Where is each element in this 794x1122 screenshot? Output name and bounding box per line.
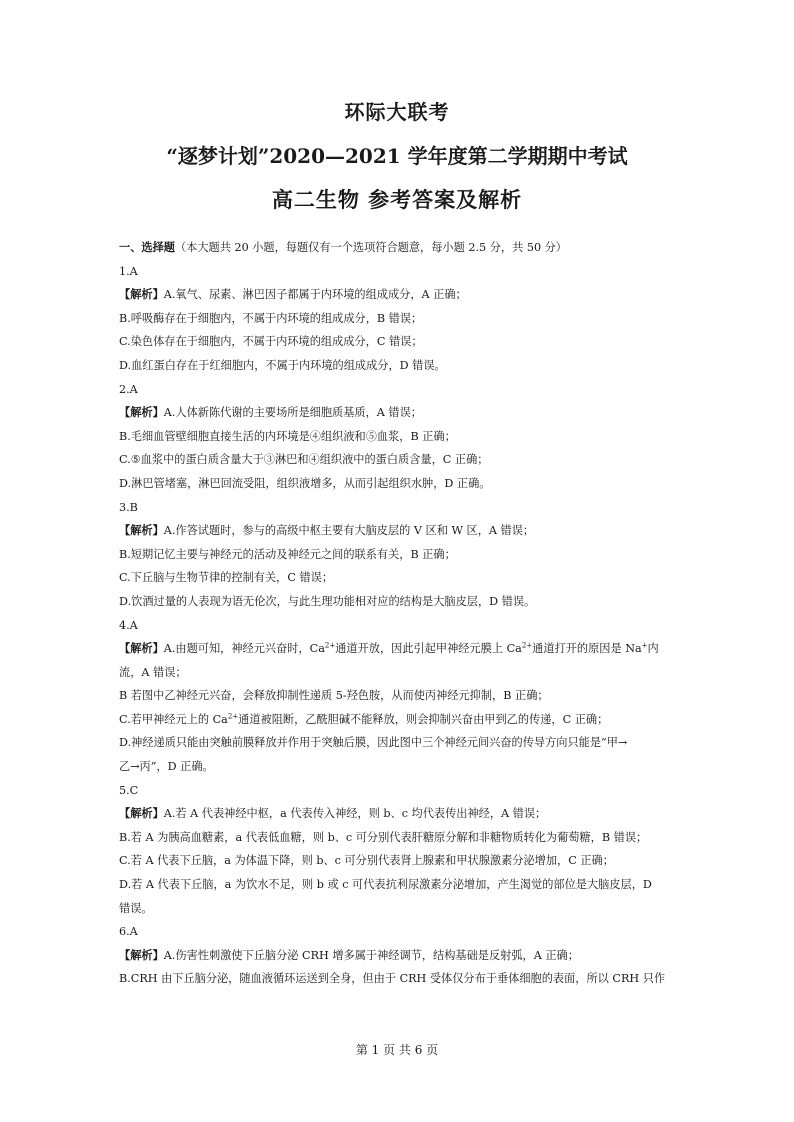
section-title: 一、选择题 [119, 240, 175, 254]
q3-option-b: B.短期记忆主要与神经元的活动及神经元之间的联系有关，B 正确； [119, 547, 456, 561]
q4-option-d-cont: 乙→丙”，D 正确。 [119, 760, 214, 774]
q1-option-d: D.血红蛋白存在于红细胞内，不属于内环境的组成成分，D 错误。 [119, 358, 446, 372]
q2-option-a: 【解析】A.人体新陈代谢的主要场所是细胞质基质，A 错误； [119, 405, 422, 420]
org-title: 环际大联考 [344, 100, 450, 124]
answer-2: 2.A [119, 382, 138, 396]
analysis-tag: 【解析】 [119, 947, 164, 962]
q4-option-a-cont: 流，A 错误； [119, 665, 187, 679]
analysis-tag: 【解析】 [119, 405, 164, 420]
subject-title: 高二生物 参考答案及解析 [271, 187, 523, 212]
q4-option-a: 【解析】A.由题可知，神经元兴奋时，$Ca^{2+}$通道开放，因此引起甲神经元膜上 $Ca^{2+}$通道打开的原因是 Na+内 [119, 641, 659, 656]
answer-1: 1.A [119, 264, 138, 278]
analysis-tag: 【解析】 [119, 523, 164, 538]
analysis-tag: 【解析】 [119, 641, 164, 656]
q3-option-d: D.饮酒过量的人表现为语无伦次，与此生理功能相对应的结构是大脑皮层，D 错误。 [119, 594, 536, 608]
analysis-tag: 【解析】 [119, 287, 164, 302]
q5-option-d: D.若 A 代表下丘脑，a 为饮水不足，则 b 或 c 可代表抗利尿激素分泌增加，产生渴觉的部位是大脑皮层，D [119, 878, 652, 892]
answer-content [119, 236, 689, 991]
q6-option-a: 【解析】A.伤害性刺激使下丘脑分泌 CRH 增多属于神经调节，结构基础是反射弧，A 正确； [119, 947, 579, 962]
q5-option-d-cont: 错误。 [119, 901, 153, 915]
page-footer: 第 1 页 共 6 页 [355, 1043, 439, 1057]
analysis-tag: 【解析】 [119, 806, 164, 821]
answer-3: 3.B [119, 500, 138, 514]
exam-title: “逐梦计划”2020—2021 学年度第二学期期中考试 [166, 144, 628, 168]
q1-option-a: 【解析】A.氧气、尿素、淋巴因子都属于内环境的组成成分，A 正确； [119, 287, 467, 302]
section-note: （本大题共 20 小题，每题仅有一个选项符合题意，每小题 2.5 分，共 50 分） [174, 241, 567, 254]
q1-option-b: B.呼吸酶存在于细胞内，不属于内环境的组成成分，B 错误； [119, 311, 423, 325]
q2-option-d: D.淋巴管堵塞，淋巴回流受阻，组织液增多，从而引起组织水肿，D 正确。 [119, 476, 491, 490]
q4-option-c: C.若甲神经元上的 $Ca^{2+}$通道被阻断，乙酰胆碱不能释放，则会抑制兴奋由甲到乙的传递，C 正确； [119, 712, 609, 726]
q3-option-a: 【解析】A.作答试题时，参与的高级中枢主要有大脑皮层的 V 区和 W 区，A 错误； [119, 523, 535, 538]
q2-option-c: C.⑤血浆中的蛋白质含量大于③淋巴和④组织液中的蛋白质含量，C 正确； [119, 453, 489, 467]
q1-option-c: C.染色体存在于细胞内，不属于内环境的组成成分，C 错误； [119, 335, 423, 349]
q5-option-b: B.若 A 为胰高血糖素，a 代表低血糖，则 b、c 可分别代表肝糖原分解和非糖物质转化为葡萄糖，B 错误； [119, 830, 648, 844]
q2-option-b: B.毛细血管壁细胞直接生活的内环境是④组织液和⑤血浆，B 正确； [119, 429, 456, 443]
answer-5: 5.C [119, 783, 139, 797]
section-heading [119, 236, 689, 260]
q4-option-b: B 若图中乙神经元兴奋，会释放抑制性递质 5-羟色胺，从而使丙神经元抑制，B 正确； [119, 689, 549, 703]
answer-4: 4.A [119, 618, 138, 632]
q5-option-a: 【解析】A.若 A 代表神经中枢，a 代表传入神经，则 b、c 均代表传出神经，A 错误； [119, 806, 547, 821]
q3-option-c: C.下丘脑与生物节律的控制有关，C 错误； [119, 571, 334, 585]
q4-option-d: D.神经递质只能由突触前膜释放并作用于突触后膜，因此图中三个神经元间兴奋的传导方向只能是“甲→ [119, 736, 628, 750]
q6-option-b: B.CRH 由下丘脑分泌，随血液循环运送到全身，但由于 CRH 受体仅分布于垂体细胞的表面，所以 CRH 只作 [119, 972, 666, 986]
q5-option-c: C.若 A 代表下丘脑，a 为体温下降，则 b、c 可分别代表肾上腺素和甲状腺激素分泌增加，C 正确； [119, 854, 614, 868]
answer-6: 6.A [119, 925, 138, 939]
